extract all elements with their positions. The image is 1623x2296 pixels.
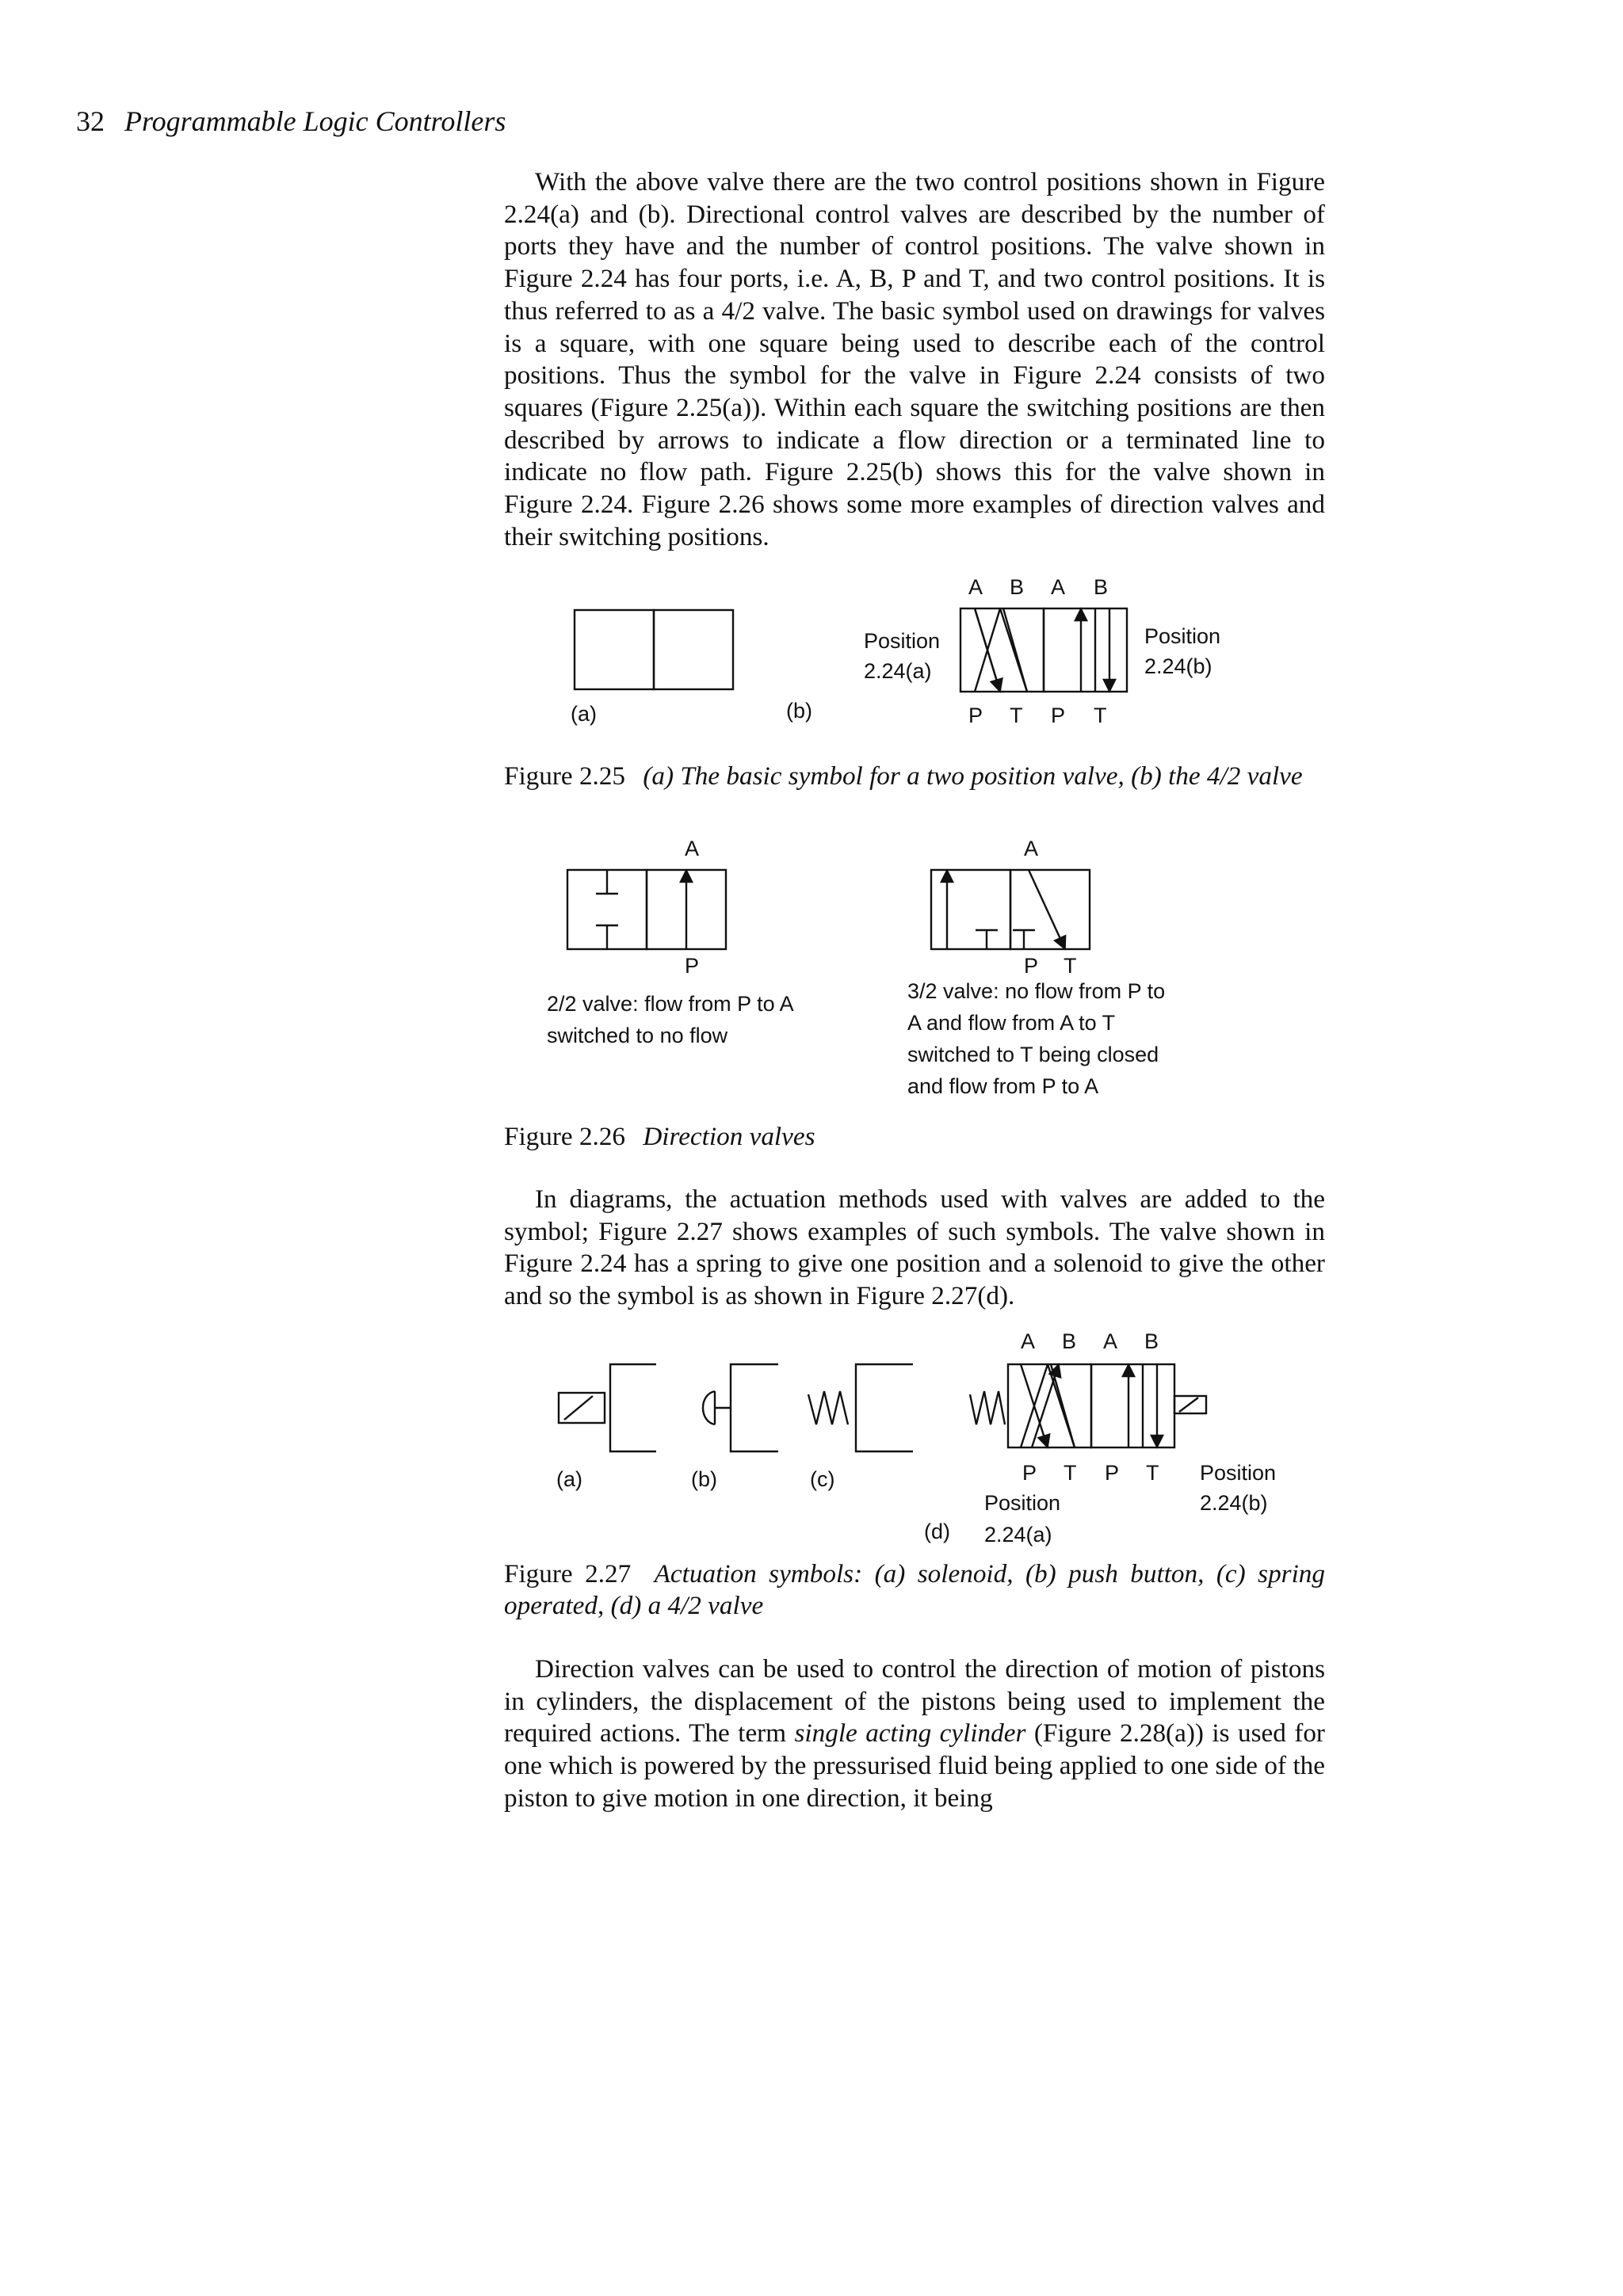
port-bottom-4: T — [1094, 704, 1107, 727]
caption-text: Direction valves — [643, 1122, 815, 1151]
para3-text-start: Direction valves can be used to control the direction of motion of pistons in cylinders, the displacement of the pistons being used to implement the required actions. The term — [504, 1654, 1325, 1749]
v22-desc-line1: 2/2 valve: flow from P to A — [547, 992, 794, 1016]
port-top-2: B — [1010, 575, 1025, 599]
label-a: (a) — [556, 1467, 582, 1491]
figure-2-26-caption — [504, 1121, 1325, 1153]
port-top-2: B — [1062, 1329, 1077, 1353]
position-right-line2: 2.24(b) — [1144, 654, 1212, 678]
page-number: 32 — [76, 105, 105, 137]
port-top-3: A — [1103, 1329, 1118, 1353]
position-right-line1: Position — [1144, 624, 1221, 648]
label-d: (d) — [924, 1520, 950, 1543]
label-c: (c) — [810, 1467, 835, 1491]
port-top-1: A — [968, 575, 983, 599]
position-left-line1: Position — [984, 1491, 1061, 1515]
term-single-acting-cylinder: single acting cylinder — [794, 1718, 1026, 1749]
v32-port-bottom-t: T — [1064, 954, 1077, 978]
two-position-symbol — [575, 610, 733, 689]
position-left-line2: 2.24(a) — [864, 659, 932, 683]
figure-2-25 — [555, 570, 1284, 737]
caption-text-part2: (d) a 4/2 valve — [610, 1591, 764, 1620]
three-two-valve-symbol — [931, 870, 1090, 949]
position-right-line1: Position — [1200, 1461, 1277, 1485]
port-bottom-2: T — [1010, 704, 1023, 727]
caption-text: (a) The basic symbol for a two position valve, (b) the 4/2 valve — [643, 761, 1303, 791]
v32-port-top: A — [1024, 837, 1039, 860]
para3-text-end: (Figure 2.28(a)) is used for one which is powered by the pressurised fluid being applied to one side of the piston to give motion in one direction, it being — [504, 1718, 1325, 1813]
port-bottom-1: P — [968, 704, 983, 727]
port-top-1: A — [1021, 1329, 1036, 1353]
figure-2-27 — [547, 1331, 1292, 1553]
four-two-valve-actuated-symbol — [970, 1364, 1206, 1447]
port-bottom-1: P — [1022, 1461, 1037, 1485]
running-header — [76, 105, 506, 138]
v32-desc-line4: and flow from P to A — [907, 1074, 1099, 1098]
port-bottom-3: P — [1051, 704, 1066, 727]
v32-desc-line1: 3/2 valve: no flow from P to — [907, 979, 1166, 1003]
caption-number: Figure 2.25 — [504, 761, 626, 791]
v32-desc-line3: switched to T being closed — [907, 1043, 1159, 1066]
caption-separator: , — [597, 1591, 611, 1620]
paragraph-valve-description: With the above valve there are the two control positions shown in Figure 2.24(a) and (b). Directional control valves are described by the number of ports they have and the number of control positions. The valve shown in Figure 2.24 has four ports, i.e. A, B, P and T, and two control positions. It is thus referred to as a 4/2 valve. The basic symbol used on drawings for valves is a square, with one square being used to describe each of the control positions. Thus the symbol for the valve in Figure 2.24 consists of two squares (Figure 2.25(a)). Within each square the switching positions are then described by arrows to indicate a flow direction or a terminated line to indicate no flow path. Figure 2.25(b) shows this for the valve shown in Figure 2.24. Figure 2.26 shows some more examples of direction valves and their switching positions. — [504, 167, 1325, 551]
figure-2-25-caption — [504, 761, 1325, 792]
book-title: Programmable Logic Controllers — [124, 105, 506, 137]
paragraph-actuation: In diagrams, the actuation methods used with valves are added to the symbol; Figure 2.27 shows examples of such symbols. The valve shown in Figure 2.24 has a spring to give one position and a solenoid to give the other and so the symbol is as shown in Figure 2.27(d). — [504, 1184, 1325, 1311]
v32-port-bottom-p: P — [1024, 954, 1039, 978]
v22-port-bottom: P — [685, 954, 700, 978]
v22-port-top: A — [685, 837, 700, 860]
solenoid-symbol — [559, 1364, 656, 1451]
port-bottom-2: T — [1064, 1461, 1077, 1485]
push-button-symbol — [703, 1364, 778, 1451]
port-top-4: B — [1094, 575, 1109, 599]
two-two-valve-symbol — [567, 870, 726, 949]
caption-text-part1: Actuation symbols: (a) solenoid, (b) push button, (c) spring operated — [504, 1559, 1325, 1620]
port-bottom-3: P — [1105, 1461, 1120, 1485]
position-left-line1: Position — [864, 629, 941, 653]
position-right-line2: 2.24(b) — [1200, 1491, 1268, 1515]
label-a: (a) — [571, 702, 597, 726]
v32-desc-line2: A and flow from A to T — [907, 1011, 1116, 1035]
figure-2-27-caption — [504, 1558, 1325, 1622]
position-left-line2: 2.24(a) — [984, 1523, 1052, 1547]
spring-symbol — [808, 1364, 913, 1451]
label-b: (b) — [691, 1467, 717, 1491]
v22-desc-line2: switched to no flow — [547, 1024, 728, 1047]
caption-number: Figure 2.27 — [504, 1559, 632, 1589]
paragraph-cylinders — [504, 1653, 1325, 1815]
port-top-4: B — [1144, 1329, 1159, 1353]
figure-2-26 — [539, 832, 1205, 1109]
label-b: (b) — [786, 699, 812, 723]
four-two-valve-symbol — [960, 608, 1127, 692]
caption-number: Figure 2.26 — [504, 1122, 626, 1151]
port-bottom-4: T — [1146, 1461, 1159, 1485]
port-top-3: A — [1051, 575, 1066, 599]
